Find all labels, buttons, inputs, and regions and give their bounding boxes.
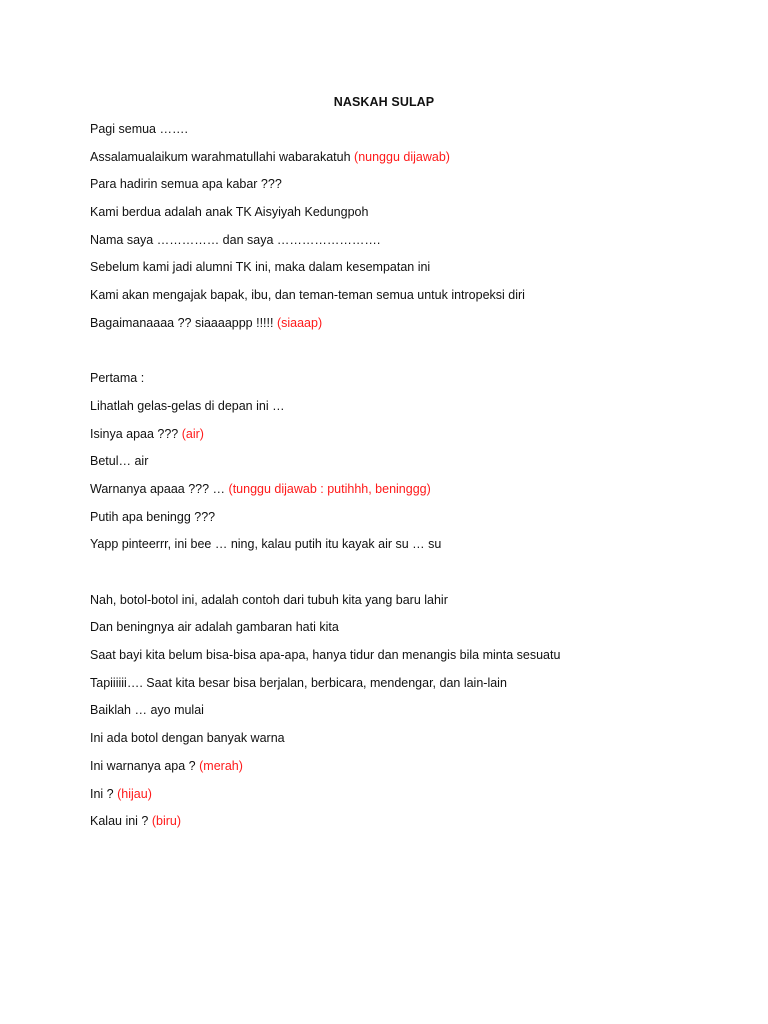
paragraph-gap — [90, 343, 730, 371]
script-line — [90, 204, 730, 232]
line-text: Kalau ini ? — [90, 814, 149, 829]
line-text: Yapp pinteerrr, ini bee … ning, kalau putih itu kayak air su … su — [90, 537, 442, 552]
script-line — [90, 149, 730, 177]
script-line — [90, 287, 730, 315]
paragraph-gap — [90, 564, 730, 592]
script-line — [90, 259, 730, 287]
script-line — [90, 647, 730, 675]
stage-note: (merah) — [199, 758, 243, 773]
stage-note: (nunggu dijawab) — [354, 149, 450, 164]
script-line — [90, 509, 730, 537]
script-line — [90, 675, 730, 703]
script-line — [90, 481, 730, 509]
line-text: Isinya apaa ??? — [90, 426, 179, 441]
line-text: Baiklah … ayo mulai — [90, 703, 204, 718]
script-line — [90, 730, 730, 758]
script-line — [90, 536, 730, 564]
line-text: Ini ada botol dengan banyak warna — [90, 731, 285, 746]
line-text: Warnanya apaaa ??? … — [90, 481, 226, 496]
script-line — [90, 592, 730, 620]
stage-note: (tunggu dijawab : putihhh, beninggg) — [228, 481, 431, 496]
script-line — [90, 315, 730, 343]
stage-note: (biru) — [151, 814, 182, 829]
script-line — [90, 176, 730, 204]
script-body — [90, 121, 730, 841]
line-text: Sebelum kami jadi alumni TK ini, maka dalam kesempatan ini — [90, 260, 431, 275]
line-text: Kami berdua adalah anak TK Aisyiyah Kedungpoh — [90, 205, 369, 220]
line-text: Betul… air — [90, 454, 149, 469]
script-line — [90, 702, 730, 730]
script-line — [90, 453, 730, 481]
line-text: Lihatlah gelas-gelas di depan ini … — [90, 398, 285, 413]
line-text: Nah, botol-botol ini, adalah contoh dari tubuh kita yang baru lahir — [90, 592, 448, 607]
script-line — [90, 619, 730, 647]
stage-note: (air) — [181, 426, 204, 441]
line-text: Ini ? — [90, 786, 114, 801]
stage-note: (siaaap) — [276, 315, 323, 330]
line-text: Nama saya …………… dan saya ……………………. — [90, 232, 381, 247]
script-line — [90, 121, 730, 149]
script-line — [90, 370, 730, 398]
line-text: Saat bayi kita belum bisa-bisa apa-apa, hanya tidur dan menangis bila minta sesuatu — [90, 648, 561, 663]
line-text: Bagaimanaaaa ?? siaaaappp !!!!! — [90, 315, 274, 330]
script-line — [90, 786, 730, 814]
page-title: NASKAH SULAP — [333, 95, 435, 109]
script-line — [90, 758, 730, 786]
line-text: Tapiiiiii…. Saat kita besar bisa berjalan, berbicara, mendengar, dan lain-lain — [90, 675, 507, 690]
script-line — [90, 398, 730, 426]
stage-note: (hijau) — [117, 786, 152, 801]
line-text: Pertama : — [90, 371, 145, 386]
script-line — [90, 426, 730, 454]
line-text: Pagi semua ……. — [90, 122, 188, 136]
line-text: Dan beningnya air adalah gambaran hati kita — [90, 620, 339, 635]
line-text: Ini warnanya apa ? — [90, 758, 196, 773]
line-text: Assalamualaikum warahmatullahi wabarakatuh — [90, 149, 351, 164]
line-text: Putih apa beningg ??? — [90, 509, 216, 524]
script-line — [90, 232, 730, 260]
line-text: Para hadirin semua apa kabar ??? — [90, 177, 282, 192]
script-line — [90, 813, 730, 841]
line-text: Kami akan mengajak bapak, ibu, dan teman-teman semua untuk intropeksi diri — [90, 288, 525, 303]
